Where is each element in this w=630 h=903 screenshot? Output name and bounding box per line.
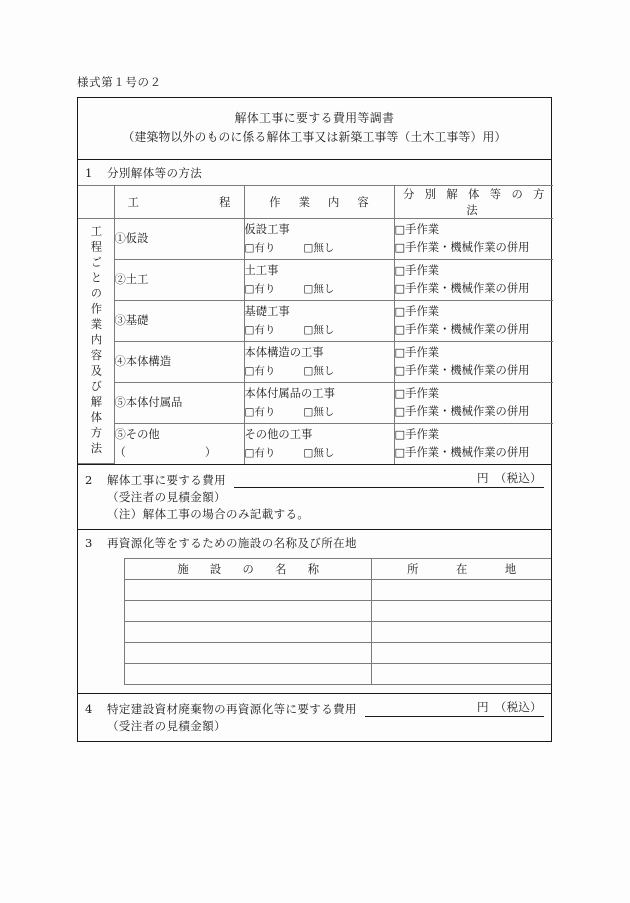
checkbox-combined-3[interactable]: □手作業・機械作業の併用: [394, 322, 530, 336]
method-options-4: [394, 341, 553, 382]
table-row: [78, 300, 553, 341]
checkbox-combined-4[interactable]: □手作業・機械作業の併用: [394, 363, 530, 377]
form-title: 解体工事に要する費用等調書: [234, 111, 395, 125]
checkbox-manual-3[interactable]: □手作業: [394, 305, 440, 319]
form-subtitle: （建築物以外のものに係る解体工事又は新築工事等（土木工事等）用）: [122, 129, 507, 144]
section-1-heading: [78, 160, 551, 185]
checkbox-no-5[interactable]: □無し: [303, 405, 335, 418]
section-4-amount-unit: 円 （税込）: [476, 700, 542, 715]
section-4-number: 4: [85, 702, 93, 717]
work-content-2-label: 土工事: [244, 264, 279, 278]
process-step-2: [114, 259, 244, 300]
table-row: [125, 664, 552, 685]
checkbox-no-2[interactable]: □無し: [303, 282, 335, 295]
checkbox-yes-3[interactable]: □有り: [244, 323, 276, 336]
work-content-6: [244, 423, 394, 464]
facility-location-input-5[interactable]: [372, 664, 551, 685]
section-4-heading: [85, 701, 357, 717]
checkbox-no-3[interactable]: □無し: [303, 323, 335, 336]
section-4-amount-field[interactable]: [365, 699, 544, 717]
table-row: [78, 423, 553, 464]
facility-name-input-2[interactable]: [125, 601, 372, 622]
table-row: [125, 601, 552, 622]
work-options-4: [245, 362, 394, 380]
section-3: [78, 530, 551, 694]
work-options-2: [245, 280, 394, 298]
work-content-4-label: 本体構造の工事: [244, 346, 324, 360]
process-table-wrap: [78, 185, 551, 465]
work-content-6-label: その他の工事: [244, 428, 313, 442]
checkbox-manual-1[interactable]: □手作業: [394, 223, 440, 237]
process-step-1: [114, 218, 244, 259]
column-header-work-content: 作 業 内 容: [244, 185, 394, 218]
checkbox-yes-4[interactable]: □有り: [244, 364, 276, 377]
column-header-facility-name: 施 設 の 名 称: [125, 559, 372, 580]
facility-location-input-3[interactable]: [372, 622, 551, 643]
method-options-6: [394, 423, 553, 464]
section-2-amount-field[interactable]: [234, 470, 544, 488]
process-step-3: [114, 300, 244, 341]
section-2-sub-line: （受注者の見積金額）: [107, 490, 226, 505]
column-header-process: 工 程: [114, 185, 244, 218]
column-header-method: 分 別 解 体 等 の 方 法: [394, 185, 553, 218]
section-3-number: 3: [85, 536, 93, 551]
section-1: [78, 160, 551, 466]
work-content-5: [244, 382, 394, 423]
checkbox-combined-2[interactable]: □手作業・機械作業の併用: [394, 281, 530, 295]
work-options-6: [245, 444, 394, 462]
facility-name-input-4[interactable]: [125, 643, 372, 664]
form-number: 様式第１号の２: [77, 75, 162, 89]
facility-name-input-1[interactable]: [125, 580, 372, 601]
checkbox-manual-2[interactable]: □手作業: [394, 264, 440, 278]
process-vertical-header-spacer: [78, 185, 114, 218]
table-row: [78, 341, 553, 382]
checkbox-no-4[interactable]: □無し: [303, 364, 335, 377]
section-3-heading: [78, 530, 551, 555]
column-header-location: 所 在 地: [372, 559, 551, 580]
section-1-title: 分別解体等の方法: [107, 165, 203, 180]
table-row: [125, 580, 552, 601]
section-4-title: 特定建設資材廃棄物の再資源化等に要する費用: [107, 702, 357, 717]
facility-table-header-row: [125, 559, 552, 580]
checkbox-manual-5[interactable]: □手作業: [394, 387, 440, 401]
table-row: [125, 622, 552, 643]
facility-table: [124, 558, 551, 685]
work-content-3-label: 基礎工事: [244, 305, 290, 319]
work-content-3: [244, 300, 394, 341]
checkbox-manual-4[interactable]: □手作業: [394, 346, 440, 360]
method-options-1: [394, 218, 553, 259]
method-options-5: [394, 382, 553, 423]
method-options-3: [394, 300, 553, 341]
facility-location-input-2[interactable]: [372, 601, 551, 622]
work-content-1: [244, 218, 394, 259]
title-block: [78, 98, 551, 160]
section-4: [78, 694, 551, 741]
facility-location-input-4[interactable]: [372, 643, 551, 664]
facility-name-input-5[interactable]: [125, 664, 372, 685]
process-vertical-label: 工程ごとの作業内容及び解体方法: [89, 224, 103, 458]
checkbox-yes-5[interactable]: □有り: [244, 405, 276, 418]
checkbox-no-1[interactable]: □無し: [303, 241, 335, 254]
checkbox-combined-1[interactable]: □手作業・機械作業の併用: [394, 240, 530, 254]
section-1-number: 1: [85, 165, 93, 180]
process-step-4: [114, 341, 244, 382]
process-vertical-label-cell: [78, 218, 114, 464]
checkbox-manual-6[interactable]: □手作業: [394, 428, 440, 442]
section-2-heading: [85, 472, 226, 488]
work-options-1: [245, 239, 394, 257]
section-2-title: 解体工事に要する費用: [107, 473, 226, 488]
process-step-6-label: ⑤その他: [114, 428, 160, 442]
process-step-2-label: ②土工: [114, 273, 149, 286]
table-row: [78, 259, 553, 300]
work-options-5: [245, 403, 394, 421]
process-step-5-label: ⑤本体付属品: [114, 396, 183, 409]
process-step-6-blank[interactable]: （ ）: [114, 445, 217, 459]
section-2-number: 2: [85, 473, 93, 488]
process-step-1-label: ①仮設: [114, 232, 149, 245]
process-step-6: [114, 423, 244, 464]
process-step-5: [114, 382, 244, 423]
section-2: [78, 465, 551, 530]
section-4-row: [78, 699, 551, 717]
section-2-amount-unit: 円 （税込）: [476, 471, 542, 486]
checkbox-combined-5[interactable]: □手作業・機械作業の併用: [394, 404, 530, 418]
process-table-header-row: [78, 185, 553, 218]
work-content-5-label: 本体付属品の工事: [244, 387, 335, 401]
table-row: [78, 218, 553, 259]
process-step-3-label: ③基礎: [114, 314, 149, 327]
checkbox-yes-1[interactable]: □有り: [244, 241, 276, 254]
process-step-4-label: ④本体構造: [114, 355, 171, 368]
method-options-2: [394, 259, 553, 300]
form-frame: [77, 97, 552, 742]
checkbox-combined-6[interactable]: □手作業・機械作業の併用: [394, 445, 530, 459]
facility-table-wrap: [124, 555, 551, 685]
work-content-1-label: 仮設工事: [244, 223, 290, 237]
work-content-2: [244, 259, 394, 300]
work-options-3: [245, 321, 394, 339]
process-table: [78, 185, 553, 465]
checkbox-yes-2[interactable]: □有り: [244, 282, 276, 295]
table-row: [78, 382, 553, 423]
section-2-row: [78, 470, 551, 488]
checkbox-no-6[interactable]: □無し: [303, 446, 335, 459]
section-2-note-line: （注）解体工事の場合のみ記載する。: [107, 507, 310, 522]
section-3-title: 再資源化等をするための施設の名称及び所在地: [107, 536, 357, 551]
section-4-sub-line: （受注者の見積金額）: [107, 719, 226, 734]
checkbox-yes-6[interactable]: □有り: [244, 446, 276, 459]
work-content-4: [244, 341, 394, 382]
facility-location-input-1[interactable]: [372, 580, 551, 601]
table-row: [125, 643, 552, 664]
facility-name-input-3[interactable]: [125, 622, 372, 643]
